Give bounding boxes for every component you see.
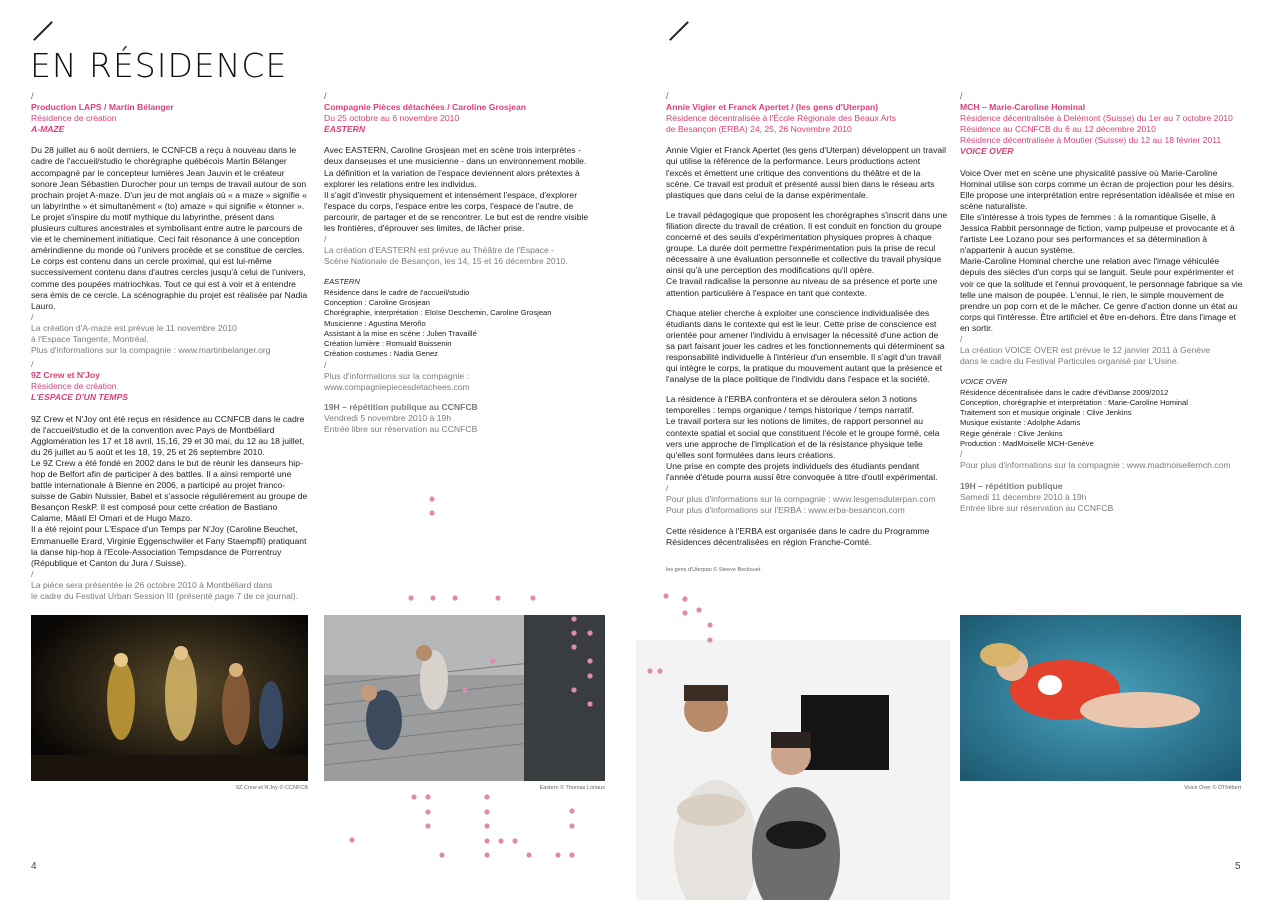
paragraph: Annie Vigier et Franck Apertet (les gens d'Uterpan) développent un travail qui utilise la référence de la performance. Leurs productions actent l'excès et émettent une critique des conventions du théâtre et de la scène. Ce travail est produit et présenté aussi bien dans le réseau arts plastiques que dans celui de la danse expérimentale.	[666, 145, 946, 200]
section-subtitle: de Besançon (ERBA) 24, 25, 26 Novembre 2010	[666, 124, 852, 135]
photo-uterpan-image	[636, 640, 950, 900]
page-title: EN RÉSIDENCE	[30, 46, 288, 85]
credit-line: Résidence dans le cadre de l'accueil/studio	[324, 287, 470, 297]
info-line[interactable]: Plus d'informations sur la compagnie : www.martinbelanger.org	[31, 345, 271, 356]
info-slash: /	[324, 359, 327, 370]
event-heading: 19H – répétition publique au CCNFCB	[324, 402, 478, 413]
section-heading: Annie Vigier et Franck Apertet / (les gens d'Uterpan)	[666, 102, 879, 113]
note-line: La création VOICE OVER est prévue le 12 janvier 2011 à Genève	[960, 345, 1211, 356]
section-heading: MCH – Marie-Caroline Hominal	[960, 102, 1086, 113]
section-body: Il s'agit d'investir physiquement et intensément l'espace, d'explorer l'espace du corps, l'espace entre les corps, l'espace de l'autre, de parcourir, de partager et de se rencontrer. Le but est de rendre visible les frontières, d'éprouver ses limites, de lâcher prise.	[324, 189, 589, 234]
note-slash: /	[324, 234, 327, 245]
photo-9z-crew-image	[31, 615, 308, 781]
note-line: à l'Espace Tangente, Montréal.	[31, 333, 149, 344]
event-date: Samedi 11 décembre 2010 à 19h	[960, 491, 1087, 502]
section-slash: /	[31, 91, 34, 101]
info-line: Plus d'informations sur la compagnie :	[324, 370, 469, 381]
note-slash: /	[960, 333, 963, 344]
event-note: Entrée libre sur réservation au CCNFCB	[960, 502, 1114, 513]
column-3	[666, 91, 948, 557]
title-slash-right	[669, 21, 689, 41]
page-number-right: 5	[1235, 861, 1241, 872]
info-link[interactable]: Pour plus d'informations sur la compagnie : www.madmoisellemch.com	[960, 460, 1231, 471]
section-subtitle: Résidence de création	[31, 381, 117, 392]
section-slash: /	[666, 91, 669, 101]
paragraph: Cette résidence à l'ERBA est organisée dans le cadre du Programme Résidences décentralisées en région Franche-Comté.	[666, 526, 930, 548]
section-subtitle: Résidence de création	[31, 113, 117, 124]
credit-line: Assistant à la mise en scène : Julien Travaillé	[324, 328, 477, 338]
photo-voice-over-image	[960, 615, 1241, 781]
section-slash: /	[960, 91, 963, 101]
section-subtitle: Résidence décentralisée à Moutier (Suisse) du 12 au 18 février 2011	[960, 135, 1222, 146]
note-line: La pièce sera présentée le 26 octobre 2010 à Montbéliard dans	[31, 579, 273, 590]
page-number-left: 4	[31, 861, 37, 872]
photo-caption: les gens d'Uterpan © Steeve Beckouet	[666, 567, 761, 573]
note-slash: /	[31, 568, 34, 579]
note-line: Scène Nationale de Besançon, les 14, 15 et 16 décembre 2010.	[324, 256, 568, 267]
section-slash: /	[31, 359, 34, 370]
section-body: Avec EASTERN, Caroline Grosjean met en scène trois interprètes - deux danseuses et une musicienne - dans un environnement mobile. La définition et la variation de l'espace deviennent alors prétextes à explorer les relations entre les individus.	[324, 145, 587, 189]
credit-line: Conception : Caroline Grosjean	[324, 298, 430, 307]
credits-title: EASTERN	[324, 277, 360, 287]
column-1	[31, 91, 309, 602]
credit-line: Traitement son et musique originale : Clive Jenkins	[960, 408, 1132, 418]
note-line: dans le cadre du Festival Particules organisé par L'Usine.	[960, 356, 1179, 367]
info-slash: /	[666, 483, 669, 493]
section-heading: 9Z Crew et N'Joy	[31, 370, 100, 381]
section-slash: /	[324, 91, 327, 101]
info-link[interactable]: Pour plus d'informations sur l'ERBA : www.erba-besancon.com	[666, 505, 905, 516]
section-subtitle: Résidence au CCNFCB du 6 au 12 décembre 2010	[960, 124, 1156, 135]
work-title: EASTERN	[324, 124, 366, 135]
column-2	[324, 91, 596, 435]
event-heading: 19H – répétition publique	[960, 480, 1063, 491]
credit-line: Régie générale : Clive Jenkins	[960, 428, 1063, 438]
work-title: VOICE OVER	[960, 146, 1014, 157]
credit-line: Production : MadMoiselle MCH-Genève	[960, 439, 1094, 449]
credits-title: VOICE OVER	[960, 377, 1008, 387]
note-line: La création d'EASTERN est prévue au Théâtre de l'Espace -	[324, 245, 555, 256]
photo-caption: Eastern © Thomas Loriaux	[539, 785, 605, 791]
paragraph: Le travail pédagogique que proposent les chorégraphes s'inscrit dans une filiation directe du travail de création. Il est conduit en fonction du groupe concerné et des seuils d'expérimentation physiques propres à chaque groupe. La durée doit permettre l'expérimentation puis la prise de recul nécessaire à une évaluation personnelle et collective du travail physique ainsi qu'à une perception des modifications qu'il opère. Ce travail radicalise la personne au niveau de sa présence et porte une attention particulière à l'espace en tant que contexte.	[666, 209, 948, 298]
info-link[interactable]: Pour plus d'informations sur la compagnie : www.lesgensduterpan.com	[666, 494, 936, 505]
paragraph: La résidence à l'ERBA confrontera et se déroulera selon 3 notions temporelles : temps organique / temps historique / temps narratif. Le travail portera sur les notions de limites, de rapport personnel au contexte spatial et social que constituent l'école et le groupe formé, cela vers une approche de l'implication et de la résistance physique telle qu'elles sont formulées dans leurs créations. Une prise en compte des projets individuels des étudiants pendant l'année d'étude pourra aussi être convoquée à titre d'outil expérimental.	[666, 394, 940, 482]
section-body: 9Z Crew et N'Joy ont été reçus en résidence au CCNFCB dans le cadre de l'accueil/studio et de la convention avec Pays de Montbéliard Agglomération les 17 et 18 avril, 15,16, 29 et 30 mai, du 12 au 18 juillet, du 26 juillet au 5 août et les 18, 19, 25 et 26 septembre 2010. Le 9Z Crew a été fondé en 2002 dans le but de réunir les danseurs hip-hop de Belfort afin de participer à des battles. Il a ainsi remporté une battle internationale à Bienne en 2006, a participé au projet franco-suisse de Gabin Nuissier, Babel et s'associe régulièrement au groupe de Besançon ReskP. Il est composé pour cette création de Bastiano Calame, Mâati El Omari et de Hugo Mazo. Il a été rejoint pour L'Espace d'un Temps par N'Joy (Caroline Beuchet, Emmanuelle Erard, Virginie Eggenschwiler et Fany Staempfli) pratiquant la danse hip-hop à l'Ecole-Association Tempsdance de Porrentruy (République et Canton du Jura / Suisse).	[31, 413, 308, 568]
credit-line: Création lumière : Romuald Boissenin	[324, 339, 452, 349]
photo-eastern-image	[324, 615, 605, 781]
photo-voice-over	[960, 615, 1241, 781]
note-slash: /	[31, 311, 34, 322]
credit-line: Musique existante : Adolphe Adams	[960, 418, 1081, 428]
work-title: L'ESPACE D'UN TEMPS	[31, 392, 129, 403]
photo-caption: 9Z Crew et N'Joy © CCNFCB	[235, 785, 308, 791]
section-dates: Du 25 octobre au 6 novembre 2010	[324, 113, 460, 124]
section-heading: Production LAPS / Martin Bélanger	[31, 102, 174, 113]
section-body: Du 28 juillet au 6 août derniers, le CCNFCB a reçu à nouveau dans le cadre de l'accueil/studio le chorégraphe québécois Martin Bélanger accompagné par le concepteur lumières Jean Jauvin et le créateur sonore Jean Sébastien Durocher pour un temps de travail autour de son prochain projet A-maze. D'un jeu de mot anglais où « a maze » signifie « un labyrinthe » et simultanément « (to) amaze » qui signifie « étonner ». Le projet s'inspire du motif mythique du labyrinthe, présent dans plusieurs cultures ancestrales et symbolisant entre autre le parcours de vie et le cheminement initiatique. Ceci fait résonance à une conception amérindienne du monde où l'univers procède et se constitue de cercles. Le corps est contenu dans un cercle proximal, qui est lui-même successivement contenu dans d'autres cercles jusqu'à celui de l'univers, comme des poupées matriochkas. Tout ce qui est à voir et à entendre sera émis de ce cercle. La scénographie du projet est réalisée par Nadia Lauro.	[31, 145, 308, 311]
section-subtitle: Résidence décentralisée à l'École Régionale des Beaux Arts	[666, 113, 896, 124]
photo-eastern	[324, 615, 605, 781]
credit-line: Conception, chorégraphie et interprétation : Marie-Caroline Hominal	[960, 397, 1188, 407]
photo-9z-crew	[31, 615, 308, 781]
event-note: Entrée libre sur réservation au CCNFCB	[324, 424, 478, 435]
credit-line: Musicienne : Agustina Meroño	[324, 318, 426, 328]
paragraph: Chaque atelier cherche à exploiter une conscience individualisée des étudiants dans le contexte qui est le leur. Cette prise de conscience est orientée pour amener l'individu à envisager la nécessité d'une action de sa part faisant jouer les cadres et les fonctionnements qui déterminent sa responsabilité individuelle à l'intérieur d'un ensemble. Il s'agit d'un travail qui intègre le corps, la pratique du mouvement autant que la présence et l'analyse de la place politique de l'individu dans l'espace et la société.	[666, 307, 945, 385]
column-4	[960, 91, 1243, 514]
section-subtitle: Résidence décentralisée à Delémont (Suisse) du 1er au 7 octobre 2010	[960, 113, 1233, 124]
credit-line: Résidence décentralisée dans le cadre d'éviDanse 2009/2012	[960, 387, 1169, 397]
note-line: La création d'A-maze est prévue le 11 novembre 2010	[31, 322, 237, 333]
credit-line: Création costumes : Nadia Genez	[324, 349, 438, 359]
info-link[interactable]: www.compagniepiecesdetachees.com	[324, 381, 470, 392]
photo-uterpan	[636, 640, 950, 900]
event-date: Vendredi 5 novembre 2010 à 19h	[324, 413, 452, 424]
section-heading: Compagnie Pièces détachées / Caroline Grosjean	[324, 102, 527, 113]
work-title: A-MAZE	[31, 124, 65, 135]
credit-line: Chorégraphie, interprétation : Eloïse Deschemin, Caroline Grosjean	[324, 308, 552, 318]
title-slash-left	[33, 21, 53, 41]
note-line: le cadre du Festival Urban Session III (présenté page 7 de ce journal).	[31, 591, 299, 602]
section-body: Voice Over met en scène une physicalité passive où Marie-Caroline Hominal utilise son corps comme un écran de projection pour les désirs. Elle propose une interprétation entre représentation idéalisée et mise en scène naturaliste. Elle s'intéresse à trois types de femmes : à la romantique Giselle, à Jessica Rabbit personnage de fiction, vamp pulpeuse et provocante et à l'artiste Lee Lozano pour ses performances et sa détermination à n'appartenir à aucun système. Marie-Caroline Hominal cherche une relation avec l'image véhiculée depuis des siècles d'un corps qui se languit. Seule pour expérimenter et voir ce que la solitude et l'ennui provoquent, le personnage fabrique sa vie telle une maison de poupée. L'ennui, le rien, le simple mouvement de prendre un pop corn et de le mâcher. Ce genre d'action donne un état au corps qui l'intéresse. Être artificiel et être en-dehors. Être dans l'image et en sortir.	[960, 167, 1243, 333]
info-slash: /	[960, 449, 963, 460]
photo-caption: Voice Over © DThébert	[1184, 785, 1241, 791]
